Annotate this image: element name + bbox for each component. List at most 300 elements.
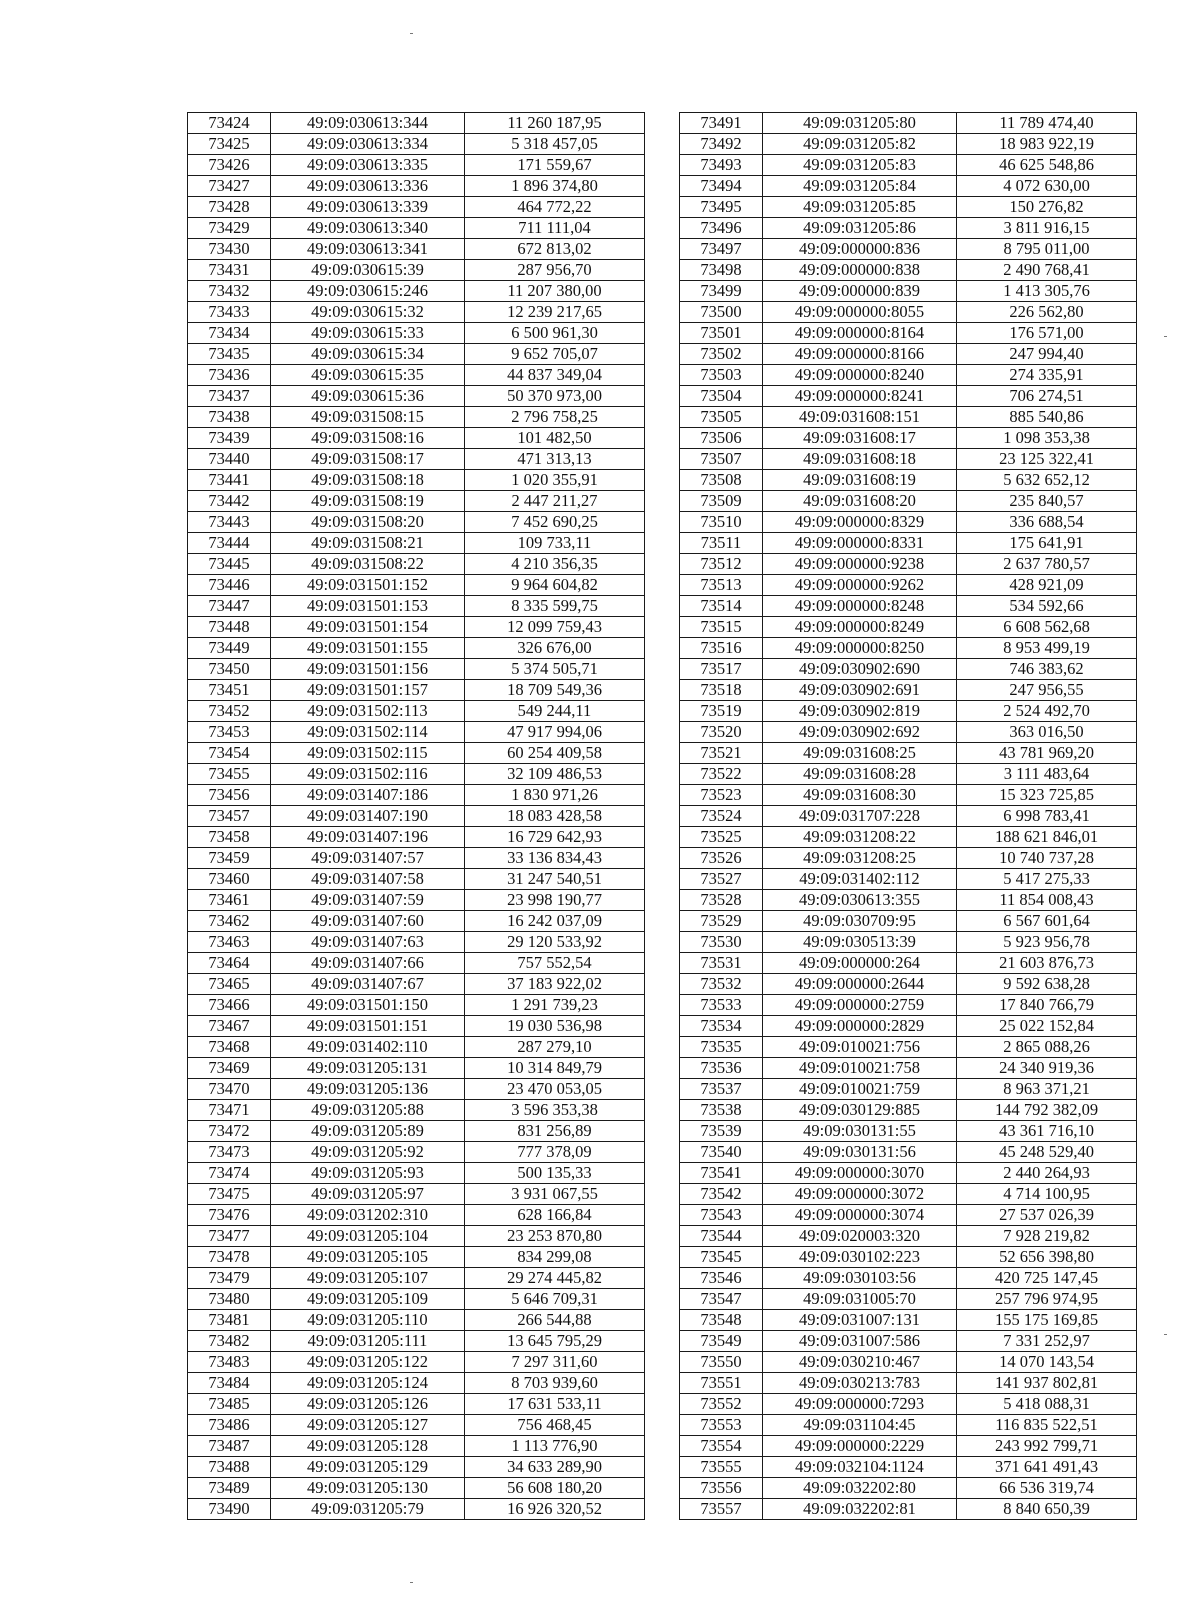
value-cell: 16 926 320,52 [465,1499,645,1520]
value-cell: 1 113 776,90 [465,1436,645,1457]
cadastral-number-cell: 49:09:010021:758 [763,1058,957,1079]
cadastral-number-cell: 49:09:031608:25 [763,743,957,764]
cadastral-number-cell: 49:09:030613:336 [271,176,465,197]
row-number-cell: 73547 [680,1289,763,1310]
value-cell: 5 374 505,71 [465,659,645,680]
cadastral-number-cell: 49:09:031407:190 [271,806,465,827]
row-number-cell: 73500 [680,302,763,323]
value-cell: 757 552,54 [465,953,645,974]
cadastral-number-cell: 49:09:030615:35 [271,365,465,386]
row-number-cell: 73431 [188,260,271,281]
table-row [188,365,645,386]
value-cell: 756 468,45 [465,1415,645,1436]
cadastral-number-cell: 49:09:030902:690 [763,659,957,680]
cadastral-number-cell: 49:09:000000:3074 [763,1205,957,1226]
table-row [188,1142,645,1163]
value-cell: 18 983 922,19 [957,134,1137,155]
table-row [188,428,645,449]
value-cell: 6 500 961,30 [465,323,645,344]
value-cell: 3 596 353,38 [465,1100,645,1121]
row-number-cell: 73518 [680,680,763,701]
row-number-cell: 73505 [680,407,763,428]
row-number-cell: 73462 [188,911,271,932]
table-row [680,1373,1137,1394]
row-number-cell: 73425 [188,134,271,155]
row-number-cell: 73461 [188,890,271,911]
cadastral-number-cell: 49:09:031205:124 [271,1373,465,1394]
value-cell: 471 313,13 [465,449,645,470]
value-cell: 2 865 088,26 [957,1037,1137,1058]
table-row [188,932,645,953]
value-cell: 428 921,09 [957,575,1137,596]
table-row [680,806,1137,827]
cadastral-number-cell: 49:09:031608:20 [763,491,957,512]
table-row [188,1016,645,1037]
cadastral-number-cell: 49:09:000000:8055 [763,302,957,323]
value-cell: 8 963 371,21 [957,1079,1137,1100]
table-row [680,533,1137,554]
table-row [680,1079,1137,1100]
row-number-cell: 73478 [188,1247,271,1268]
row-number-cell: 73502 [680,344,763,365]
row-number-cell: 73437 [188,386,271,407]
cadastral-number-cell: 49:09:000000:8249 [763,617,957,638]
cadastral-number-cell: 49:09:031202:310 [271,1205,465,1226]
row-number-cell: 73453 [188,722,271,743]
row-number-cell: 73529 [680,911,763,932]
table-row [188,239,645,260]
table-row [680,1394,1137,1415]
row-number-cell: 73519 [680,701,763,722]
table-row [188,1415,645,1436]
row-number-cell: 73429 [188,218,271,239]
table-row [680,1436,1137,1457]
table-row [680,1058,1137,1079]
table-row [680,1121,1137,1142]
table-row [188,680,645,701]
row-number-cell: 73426 [188,155,271,176]
table-row [188,1226,645,1247]
row-number-cell: 73530 [680,932,763,953]
table-row [680,197,1137,218]
cadastral-number-cell: 49:09:031205:126 [271,1394,465,1415]
table-row [680,155,1137,176]
row-number-cell: 73463 [188,932,271,953]
table-row [188,911,645,932]
table-row [680,575,1137,596]
cadastral-number-cell: 49:09:031501:151 [271,1016,465,1037]
table-row [680,995,1137,1016]
value-cell: 2 637 780,57 [957,554,1137,575]
value-cell: 3 931 067,55 [465,1184,645,1205]
value-cell: 243 992 799,71 [957,1436,1137,1457]
row-number-cell: 73438 [188,407,271,428]
row-number-cell: 73525 [680,827,763,848]
cadastral-number-cell: 49:09:031407:57 [271,848,465,869]
row-number-cell: 73442 [188,491,271,512]
row-number-cell: 73508 [680,470,763,491]
row-number-cell: 73486 [188,1415,271,1436]
cadastral-number-cell: 49:09:010021:756 [763,1037,957,1058]
value-cell: 8 335 599,75 [465,596,645,617]
table-row [188,407,645,428]
table-row [188,1394,645,1415]
row-number-cell: 73471 [188,1100,271,1121]
cadastral-number-cell: 49:09:031501:152 [271,575,465,596]
cadastral-number-cell: 49:09:000000:2229 [763,1436,957,1457]
row-number-cell: 73531 [680,953,763,974]
value-cell: 420 725 147,45 [957,1268,1137,1289]
value-cell: 8 840 650,39 [957,1499,1137,1520]
cadastral-number-cell: 49:09:031205:109 [271,1289,465,1310]
row-number-cell: 73482 [188,1331,271,1352]
row-number-cell: 73521 [680,743,763,764]
table-row [188,806,645,827]
cadastral-number-cell: 49:09:031205:136 [271,1079,465,1100]
cadastral-number-cell: 49:09:000000:8240 [763,365,957,386]
row-number-cell: 73540 [680,1142,763,1163]
scan-speck [410,33,413,34]
value-cell: 287 279,10 [465,1037,645,1058]
row-number-cell: 73424 [188,113,271,134]
value-cell: 141 937 802,81 [957,1373,1137,1394]
value-cell: 628 166,84 [465,1205,645,1226]
row-number-cell: 73552 [680,1394,763,1415]
value-cell: 1 896 374,80 [465,176,645,197]
cadastral-number-cell: 49:09:031104:45 [763,1415,957,1436]
table-row [680,953,1137,974]
row-number-cell: 73464 [188,953,271,974]
cadastral-number-cell: 49:09:000000:9238 [763,554,957,575]
value-cell: 10 740 737,28 [957,848,1137,869]
value-cell: 52 656 398,80 [957,1247,1137,1268]
value-cell: 11 260 187,95 [465,113,645,134]
table-row [680,344,1137,365]
table-row [680,218,1137,239]
value-cell: 50 370 973,00 [465,386,645,407]
table-row [188,1268,645,1289]
table-row [680,1289,1137,1310]
row-number-cell: 73513 [680,575,763,596]
table-row [188,1205,645,1226]
cadastral-number-cell: 49:09:031205:86 [763,218,957,239]
value-cell: 2 524 492,70 [957,701,1137,722]
cadastral-number-cell: 49:09:030709:95 [763,911,957,932]
row-number-cell: 73455 [188,764,271,785]
cadastral-number-cell: 49:09:031205:130 [271,1478,465,1499]
table-row [680,512,1137,533]
row-number-cell: 73535 [680,1037,763,1058]
value-cell: 831 256,89 [465,1121,645,1142]
table-row [188,1037,645,1058]
table-row [680,617,1137,638]
table-row [188,1436,645,1457]
value-cell: 8 953 499,19 [957,638,1137,659]
cadastral-number-cell: 49:09:030613:335 [271,155,465,176]
cadastral-number-cell: 49:09:031501:150 [271,995,465,1016]
table-row [680,1310,1137,1331]
value-cell: 18 083 428,58 [465,806,645,827]
row-number-cell: 73503 [680,365,763,386]
row-number-cell: 73516 [680,638,763,659]
row-number-cell: 73526 [680,848,763,869]
row-number-cell: 73557 [680,1499,763,1520]
value-cell: 12 099 759,43 [465,617,645,638]
table-row [188,596,645,617]
cadastral-number-cell: 49:09:031402:110 [271,1037,465,1058]
value-cell: 885 540,86 [957,407,1137,428]
table-row [188,1289,645,1310]
cadastral-number-cell: 49:09:031205:89 [271,1121,465,1142]
cadastral-number-cell: 49:09:031205:105 [271,1247,465,1268]
table-row [188,491,645,512]
cadastral-number-cell: 49:09:030613:344 [271,113,465,134]
table-row [680,1478,1137,1499]
value-cell: 7 928 219,82 [957,1226,1137,1247]
cadastral-number-cell: 49:09:030615:246 [271,281,465,302]
value-cell: 464 772,22 [465,197,645,218]
table-row [680,386,1137,407]
table-row [188,449,645,470]
row-number-cell: 73534 [680,1016,763,1037]
row-number-cell: 73499 [680,281,763,302]
table-row [188,512,645,533]
cadastral-number-cell: 49:09:031205:92 [271,1142,465,1163]
row-number-cell: 73445 [188,554,271,575]
table-row [680,281,1137,302]
value-cell: 43 361 716,10 [957,1121,1137,1142]
value-cell: 247 956,55 [957,680,1137,701]
value-cell: 2 447 211,27 [465,491,645,512]
table-row [188,533,645,554]
cadastral-number-cell: 49:09:031205:111 [271,1331,465,1352]
value-cell: 11 207 380,00 [465,281,645,302]
row-number-cell: 73434 [188,323,271,344]
value-cell: 109 733,11 [465,533,645,554]
value-cell: 9 964 604,82 [465,575,645,596]
row-number-cell: 73538 [680,1100,763,1121]
table-row [188,1079,645,1100]
value-cell: 23 125 322,41 [957,449,1137,470]
cadastral-number-cell: 49:09:030129:885 [763,1100,957,1121]
table-row [188,575,645,596]
value-cell: 777 378,09 [465,1142,645,1163]
value-cell: 101 482,50 [465,428,645,449]
table-row [680,722,1137,743]
table-row [188,1121,645,1142]
cadastral-number-cell: 49:09:031205:107 [271,1268,465,1289]
value-cell: 746 383,62 [957,659,1137,680]
row-number-cell: 73475 [188,1184,271,1205]
table-row [188,176,645,197]
cadastral-number-cell: 49:09:030102:223 [763,1247,957,1268]
table-row [680,974,1137,995]
table-row [188,701,645,722]
cadastral-number-cell: 49:09:031205:88 [271,1100,465,1121]
table-row [680,764,1137,785]
row-number-cell: 73479 [188,1268,271,1289]
value-cell: 549 244,11 [465,701,645,722]
row-number-cell: 73548 [680,1310,763,1331]
table-row [188,1478,645,1499]
value-cell: 706 274,51 [957,386,1137,407]
table-row [188,113,645,134]
value-cell: 7 297 311,60 [465,1352,645,1373]
value-cell: 287 956,70 [465,260,645,281]
cadastral-number-cell: 49:09:030902:819 [763,701,957,722]
table-row [188,344,645,365]
cadastral-number-cell: 49:09:000000:7293 [763,1394,957,1415]
cadastral-number-cell: 49:09:031508:16 [271,428,465,449]
cadastral-number-cell: 49:09:031407:59 [271,890,465,911]
table-row [680,302,1137,323]
table-row [680,365,1137,386]
cadastral-number-cell: 49:09:031407:196 [271,827,465,848]
value-cell: 235 840,57 [957,491,1137,512]
value-cell: 6 608 562,68 [957,617,1137,638]
table-row [188,1163,645,1184]
cadastral-number-cell: 49:09:030613:334 [271,134,465,155]
table-row [188,218,645,239]
table-row [680,743,1137,764]
cadastral-number-cell: 49:09:031501:157 [271,680,465,701]
cadastral-number-cell: 49:09:000000:9262 [763,575,957,596]
table-row [680,890,1137,911]
cadastral-number-cell: 49:09:031608:18 [763,449,957,470]
value-cell: 1 020 355,91 [465,470,645,491]
value-cell: 257 796 974,95 [957,1289,1137,1310]
cadastral-number-cell: 49:09:031407:186 [271,785,465,806]
table-row [680,1184,1137,1205]
value-cell: 534 592,66 [957,596,1137,617]
cadastral-number-cell: 49:09:030902:692 [763,722,957,743]
value-cell: 14 070 143,54 [957,1352,1137,1373]
row-number-cell: 73448 [188,617,271,638]
row-number-cell: 73459 [188,848,271,869]
cadastral-number-cell: 49:09:032202:80 [763,1478,957,1499]
value-cell: 1 413 305,76 [957,281,1137,302]
cadastral-number-cell: 49:09:031508:20 [271,512,465,533]
table-row [680,176,1137,197]
cadastral-number-cell: 49:09:031007:131 [763,1310,957,1331]
table-row [188,743,645,764]
value-cell: 1 830 971,26 [465,785,645,806]
cadastral-number-cell: 49:09:031407:66 [271,953,465,974]
table-row [680,1226,1137,1247]
value-cell: 363 016,50 [957,722,1137,743]
value-cell: 21 603 876,73 [957,953,1137,974]
row-number-cell: 73543 [680,1205,763,1226]
table-row [188,1058,645,1079]
row-number-cell: 73485 [188,1394,271,1415]
row-number-cell: 73432 [188,281,271,302]
row-number-cell: 73487 [188,1436,271,1457]
value-cell: 19 030 536,98 [465,1016,645,1037]
table-row [680,1100,1137,1121]
value-cell: 6 567 601,64 [957,911,1137,932]
table-row [680,134,1137,155]
cadastral-number-cell: 49:09:000000:8164 [763,323,957,344]
value-cell: 45 248 529,40 [957,1142,1137,1163]
cadastral-number-cell: 49:09:030615:39 [271,260,465,281]
value-cell: 37 183 922,02 [465,974,645,995]
row-number-cell: 73550 [680,1352,763,1373]
value-cell: 60 254 409,58 [465,743,645,764]
table-row [188,1499,645,1520]
value-cell: 5 418 088,31 [957,1394,1137,1415]
row-number-cell: 73454 [188,743,271,764]
value-cell: 4 072 630,00 [957,176,1137,197]
value-cell: 31 247 540,51 [465,869,645,890]
row-number-cell: 73483 [188,1352,271,1373]
cadastral-number-cell: 49:09:031005:70 [763,1289,957,1310]
cadastral-number-cell: 49:09:031508:18 [271,470,465,491]
cadastral-number-cell: 49:09:031508:22 [271,554,465,575]
row-number-cell: 73495 [680,197,763,218]
table-row [680,260,1137,281]
value-cell: 500 135,33 [465,1163,645,1184]
value-cell: 34 633 289,90 [465,1457,645,1478]
table-row [188,323,645,344]
row-number-cell: 73444 [188,533,271,554]
table-row [188,617,645,638]
cadastral-number-cell: 49:09:031502:113 [271,701,465,722]
table-row [188,260,645,281]
cadastral-number-cell: 49:09:000000:839 [763,281,957,302]
value-cell: 150 276,82 [957,197,1137,218]
row-number-cell: 73549 [680,1331,763,1352]
value-cell: 23 253 870,80 [465,1226,645,1247]
cadastral-number-cell: 49:09:031407:63 [271,932,465,953]
row-number-cell: 73492 [680,134,763,155]
table-row [680,911,1137,932]
table-row [188,386,645,407]
row-number-cell: 73488 [188,1457,271,1478]
value-cell: 5 646 709,31 [465,1289,645,1310]
cadastral-number-cell: 49:09:030613:355 [763,890,957,911]
row-number-cell: 73501 [680,323,763,344]
cadastral-number-cell: 49:09:031407:67 [271,974,465,995]
cadastral-number-cell: 49:09:030615:36 [271,386,465,407]
value-cell: 33 136 834,43 [465,848,645,869]
row-number-cell: 73473 [188,1142,271,1163]
table-row [188,197,645,218]
cadastral-number-cell: 49:09:031501:154 [271,617,465,638]
row-number-cell: 73497 [680,239,763,260]
cadastral-number-cell: 49:09:031205:131 [271,1058,465,1079]
value-cell: 711 111,04 [465,218,645,239]
table-row [188,953,645,974]
table-row [188,302,645,323]
row-number-cell: 73450 [188,659,271,680]
table-row [188,1184,645,1205]
value-cell: 24 340 919,36 [957,1058,1137,1079]
value-cell: 3 111 483,64 [957,764,1137,785]
cadastral-number-cell: 49:09:030902:691 [763,680,957,701]
row-number-cell: 73520 [680,722,763,743]
row-number-cell: 73494 [680,176,763,197]
value-cell: 371 641 491,43 [957,1457,1137,1478]
table-row [680,1247,1137,1268]
table-row [188,1310,645,1331]
cadastral-number-cell: 49:09:000000:838 [763,260,957,281]
value-cell: 247 994,40 [957,344,1137,365]
cadastral-number-cell: 49:09:031407:60 [271,911,465,932]
value-cell: 6 998 783,41 [957,806,1137,827]
row-number-cell: 73480 [188,1289,271,1310]
table-row [680,1331,1137,1352]
cadastral-number-cell: 49:09:031205:129 [271,1457,465,1478]
